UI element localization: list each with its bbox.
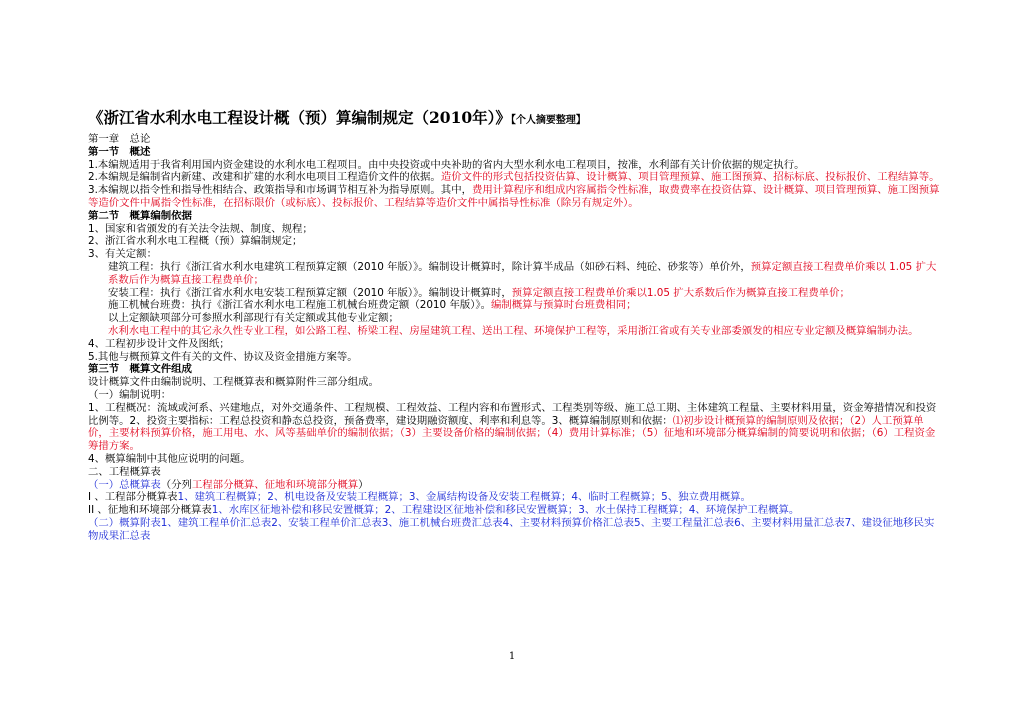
- land-estimate-items: 1、水库区征地补偿和移民安置概算；2、工程建设区征地补偿和移民安置概算；3、水土保持工程概算；4、环境保护工程概算。: [211, 504, 800, 517]
- attached-tables-line: （二）概算附表1、建筑工程单价汇总表2、安装工程单价汇总表3、施工机械台班费汇总表4、主要材料预算价格汇总表5、主要工程量汇总表6、主要材料用量汇总表7、建设征地移民实物成果汇总表: [88, 516, 935, 542]
- paragraph-2-emphasis: 造价文件的形式包括投资估算、设计概算、项目管理预算、施工图预算、招标标底、投标报价、工程结算等。: [440, 171, 940, 184]
- land-estimate-label: II 、征地和环境部分概算表: [88, 504, 212, 517]
- quota-building-emphasis: 预算定额直接工程费单价乘以 1.05 扩大系数后作为概算直接工程费单价；: [108, 260, 937, 286]
- engineering-estimate-items: 1、建筑工程概算；2、机电设备及安装工程概算；3、金属结构设备及安装工程概算；4、临时工程概算；5、独立费用概算。: [177, 491, 751, 504]
- paragraph-3-emphasis: 费用计算程序和组成内容属指令性标准，取费费率在投资估算、设计概算、项目管理预算、施工图预算等造价文件中属指令性标准，在招标限价（或标底）、投标报价、工程结算等造价文件中属指导性标准（除另有规定外）。: [88, 184, 940, 209]
- paragraph-1: 1.本编规适用于我省利用国内资金建设的水利水电工程项目。由中央投资或中央补助的省内大型水利水电工程项目，按准，水利部有关计价依据的规定执行。: [88, 158, 805, 171]
- chapter-heading: 第一章 总论: [88, 133, 151, 145]
- quota-building: [88, 261, 940, 287]
- subheading-explanation: （一）编制说明：: [88, 388, 172, 401]
- paragraph-3: [88, 184, 940, 210]
- quota-installation: [88, 287, 940, 300]
- explanation-details: [88, 402, 940, 453]
- engineering-estimate-label: I 、工程部分概算表: [88, 491, 178, 504]
- basis-item-3: 3、有关定额：: [88, 248, 157, 261]
- section-heading-basis: 第二节 概算编制依据: [88, 209, 192, 222]
- total-estimate-label: （一）总概算表: [88, 478, 161, 491]
- page-number: 1: [508, 651, 516, 662]
- section-heading-composition: 第三节 概算文件组成: [88, 363, 192, 376]
- land-estimate-line: [88, 504, 940, 517]
- paragraph-2: [88, 171, 940, 184]
- basis-item-4: 4、工程初步设计文件及图纸；: [88, 337, 230, 350]
- title-text: 《浙江省水利水电工程设计概（预）算编制规定（2010年）》: [88, 108, 511, 127]
- quota-supplement: 以上定额缺项部分可参照水利部现行有关定额或其他专业定额；: [108, 312, 399, 325]
- explanation-text: 1、工程概况：流域或河系、兴建地点，对外交通条件、工程规模、工程效益、工程内容和布置形式、工程类别等级、施工总工期、主体建筑工程量、主要材料用量，资金筹措情况和投资比例等。2、投资主要指标：工程总投资和静态总投资，预备费率，建设期融资额度、利率和利息等。3、概算编制原则和依据：: [88, 401, 937, 427]
- document-body: [88, 108, 940, 543]
- explanation-emphasis: ⑴初步设计概预算的编制原则及依据；（2）人工预算单价，主要材料预算价格，施工用电、水、风等基础单价的编制依据；（3）主要设备价格的编制依据；（4）费用计算标准；（5）征地和环境部分概算编制的简要说明和依据；（6）工程资金筹措方案。: [88, 414, 936, 453]
- quota-machinery: [88, 299, 940, 312]
- title-note: 【个人摘要整理】: [510, 115, 586, 126]
- quota-installation-text: 安装工程：执行《浙江省水利水电安装工程预算定额（2010 年版）》。编制设计概算时，: [108, 286, 512, 299]
- paragraph-3-text: 3.本编规以指令性和指导性相结合、政策指导和市场调节相互补为指导原则。其中，: [88, 184, 472, 197]
- section-heading-overview: 第一节 概述: [88, 145, 151, 158]
- basis-item-1: 1、国家和省颁发的有关法令法规、制度、规程；: [88, 222, 313, 235]
- total-estimate-parts: 工程部分概算、征地和环境部分概算: [191, 478, 359, 491]
- quota-machinery-text: 施工机械台班费：执行《浙江省水利水电工程施工机械台班费定额（2010 年版）》。: [108, 299, 492, 312]
- paragraph-2-text: 2.本编规是编制省内新建、改建和扩建的水利水电项目工程造价文件的依据。: [88, 171, 441, 184]
- total-estimate-close: ）: [358, 478, 369, 491]
- quota-machinery-emphasis: 编制概算与预算时台班费相同；: [491, 299, 637, 312]
- quota-other-professional: 水利水电工程中的其它永久性专业工程，如公路工程、桥梁工程、房屋建筑工程、送出工程、环境保护工程等，采用浙江省或有关专业部委颁发的相应专业定额及概算编制办法。: [108, 324, 919, 337]
- total-estimate-open: （分列: [160, 478, 192, 491]
- composition-summary: 设计概算文件由编制说明、工程概算表和概算附件三部分组成。: [88, 376, 379, 389]
- quota-installation-emphasis: 预算定额直接工程费单价乘以1.05 扩大系数后作为概算直接工程费单价；: [511, 286, 850, 299]
- quota-building-text: 建筑工程：执行《浙江省水利水电建筑工程预算定额（2010 年版）》。编制设计概算时，除计算半成品（如砂石料、纯砼、砂浆等）单价外，: [108, 260, 751, 273]
- explanation-item-4: 4、概算编制中其他应说明的问题。: [88, 452, 251, 465]
- basis-item-2: 2、浙江省水利水电工程概（预）算编制规定；: [88, 235, 303, 248]
- engineering-estimate-line: [88, 491, 940, 504]
- total-estimate-line: [88, 479, 940, 492]
- subheading-estimate-tables: 二、工程概算表: [88, 465, 161, 478]
- basis-item-5: 5.其他与概预算文件有关的文件、协议及资金措施方案等。: [88, 350, 358, 363]
- document-title: [88, 108, 940, 131]
